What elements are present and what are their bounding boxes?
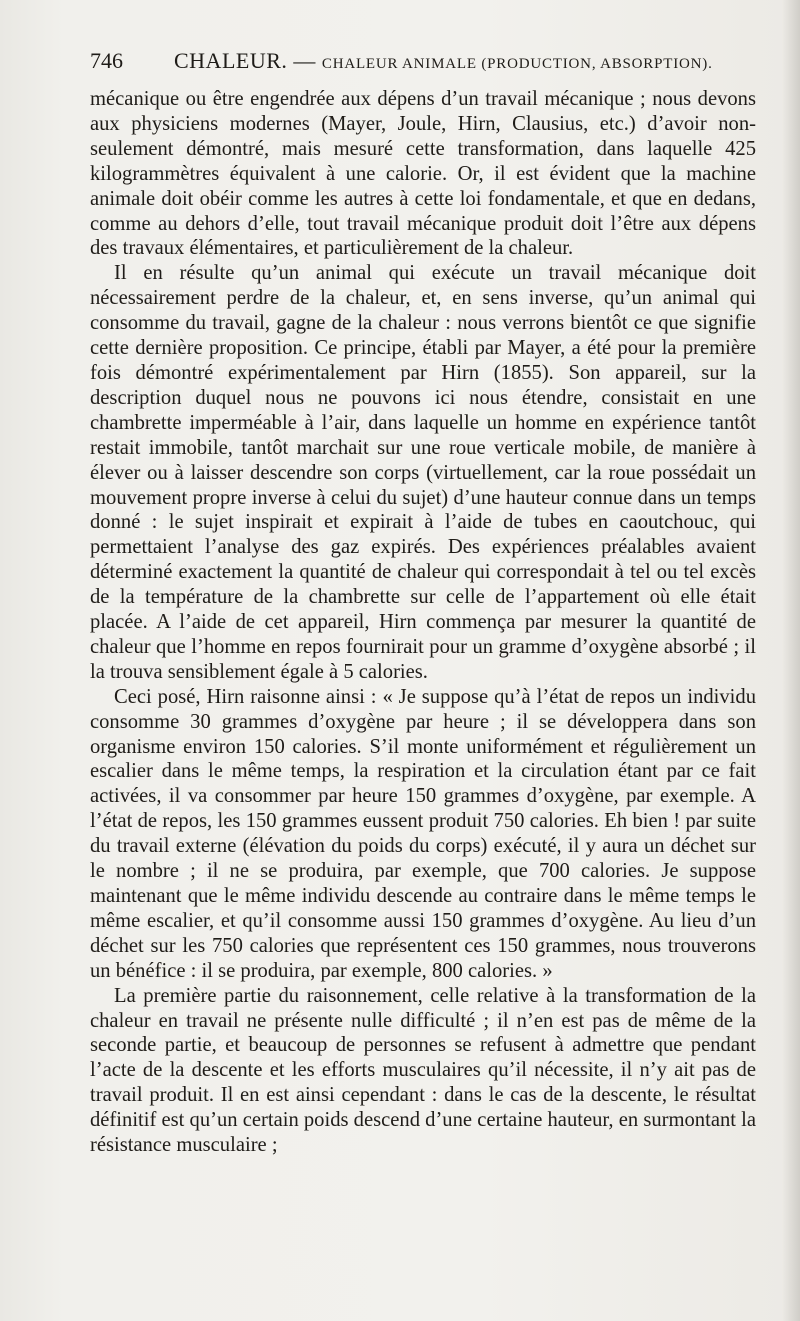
running-head-title: CHALEUR. [174,48,288,73]
page-number: 746 [90,48,123,73]
paragraph-3: Ceci posé, Hirn raisonne ainsi : « Je suppose qu’à l’état de repos un individu consomme 30 grammes d’oxygène par heure ; il se développera dans son organisme environ 150 calories. S’il monte uniformément et régulièrement un escalier dans le même temps, la respiration et la circulation étant par ce fait activées, il va consommer par heure 150 grammes d’oxygène, par exemple. A l’état de repos, les 150 grammes eussent produit 750 calories. Eh bien ! par suite du travail externe (élévation du poids du corps) exécuté, il y aura un déchet sur le nombre ; il ne se produira, par exemple, que 700 calories. Je suppose maintenant que le même individu descende au contraire dans le même temps le même escalier, et qu’il consomme aussi 150 grammes d’oxygène. Au lieu d’un déchet sur les 750 calories que représentent ces 150 grammes, nous trouverons un bénéfice : il se produira, par exemple, 800 calories. » [90,685,756,982]
running-head-dash: — [293,48,316,73]
body-text [90,87,756,1158]
paragraph-2: Il en résulte qu’un animal qui exécute un travail mécanique doit nécessairement perdre de la chaleur, et, en sens inverse, qu’un animal qui consomme du travail, gagne de la chaleur : nous verrons bientôt ce que signifie cette dernière proposition. Ce principe, établi par Mayer, a été pour la première fois démontré expérimentalement par Hirn (1855). Son appareil, sur la description duquel nous ne pouvons ici nous étendre, consistait en une chambrette imperméable à l’air, dans laquelle un homme en expérience tantôt restait immobile, tantôt marchait sur une roue verticale mobile, de manière à élever ou à laisser descendre son corps (virtuellement, car la roue possédait un mouvement propre inverse à celui du sujet) d’une hauteur connue dans un temps donné : le sujet inspirait et expirait à l’aide de tubes en caoutchouc, qui permettaient l’analyse des gaz expirés. Des expériences préalables avaient déterminé exactement la quantité de chaleur qui correspondait à tel ou tel excès de la température de la chambrette sur celle de l’appartement où elle était placée. A l’aide de cet appareil, Hirn commença par mesurer la quantité de chaleur que l’homme en repos fournirait pour un gramme d’oxygène absorbé ; il la trouva sensiblement égale à 5 calories. [90,262,756,683]
running-head-subtitle: CHALEUR ANIMALE (PRODUCTION, ABSORPTION). [321,56,713,72]
running-head [174,48,713,74]
page-header [90,48,770,84]
paragraph-1: mécanique ou être engendrée aux dépens d’un travail mécanique ; nous devons aux physiciens modernes (Mayer, Joule, Hirn, Clausius, etc.) d’avoir non-seulement démontré, mais mesuré cette transformation, dans laquelle 425 kilogrammètres équivalent à une calorie. Or, il est évident que la machine animale doit obéir comme les autres à cette loi fondamentale, et que en dedans, comme au dehors d’elle, tout travail mécanique produit doit l’être aux dépens des travaux élémentaires, et particulièrement de la chaleur. [90,88,756,260]
page-gutter-shadow [782,0,800,1321]
paragraph-4: La première partie du raisonnement, celle relative à la transformation de la chaleur en travail ne présente nulle difficulté ; il n’en est pas de même de la seconde partie, et beaucoup de personnes se refusent à admettre que pendant l’acte de la descente et les efforts musculaires qu’il nécessite, il n’y ait pas de travail produit. Il en est ainsi cependant : dans le cas de la descente, le résultat définitif est qu’un certain poids descend d’une certaine hauteur, en surmontant la résistance musculaire ; [90,984,756,1157]
